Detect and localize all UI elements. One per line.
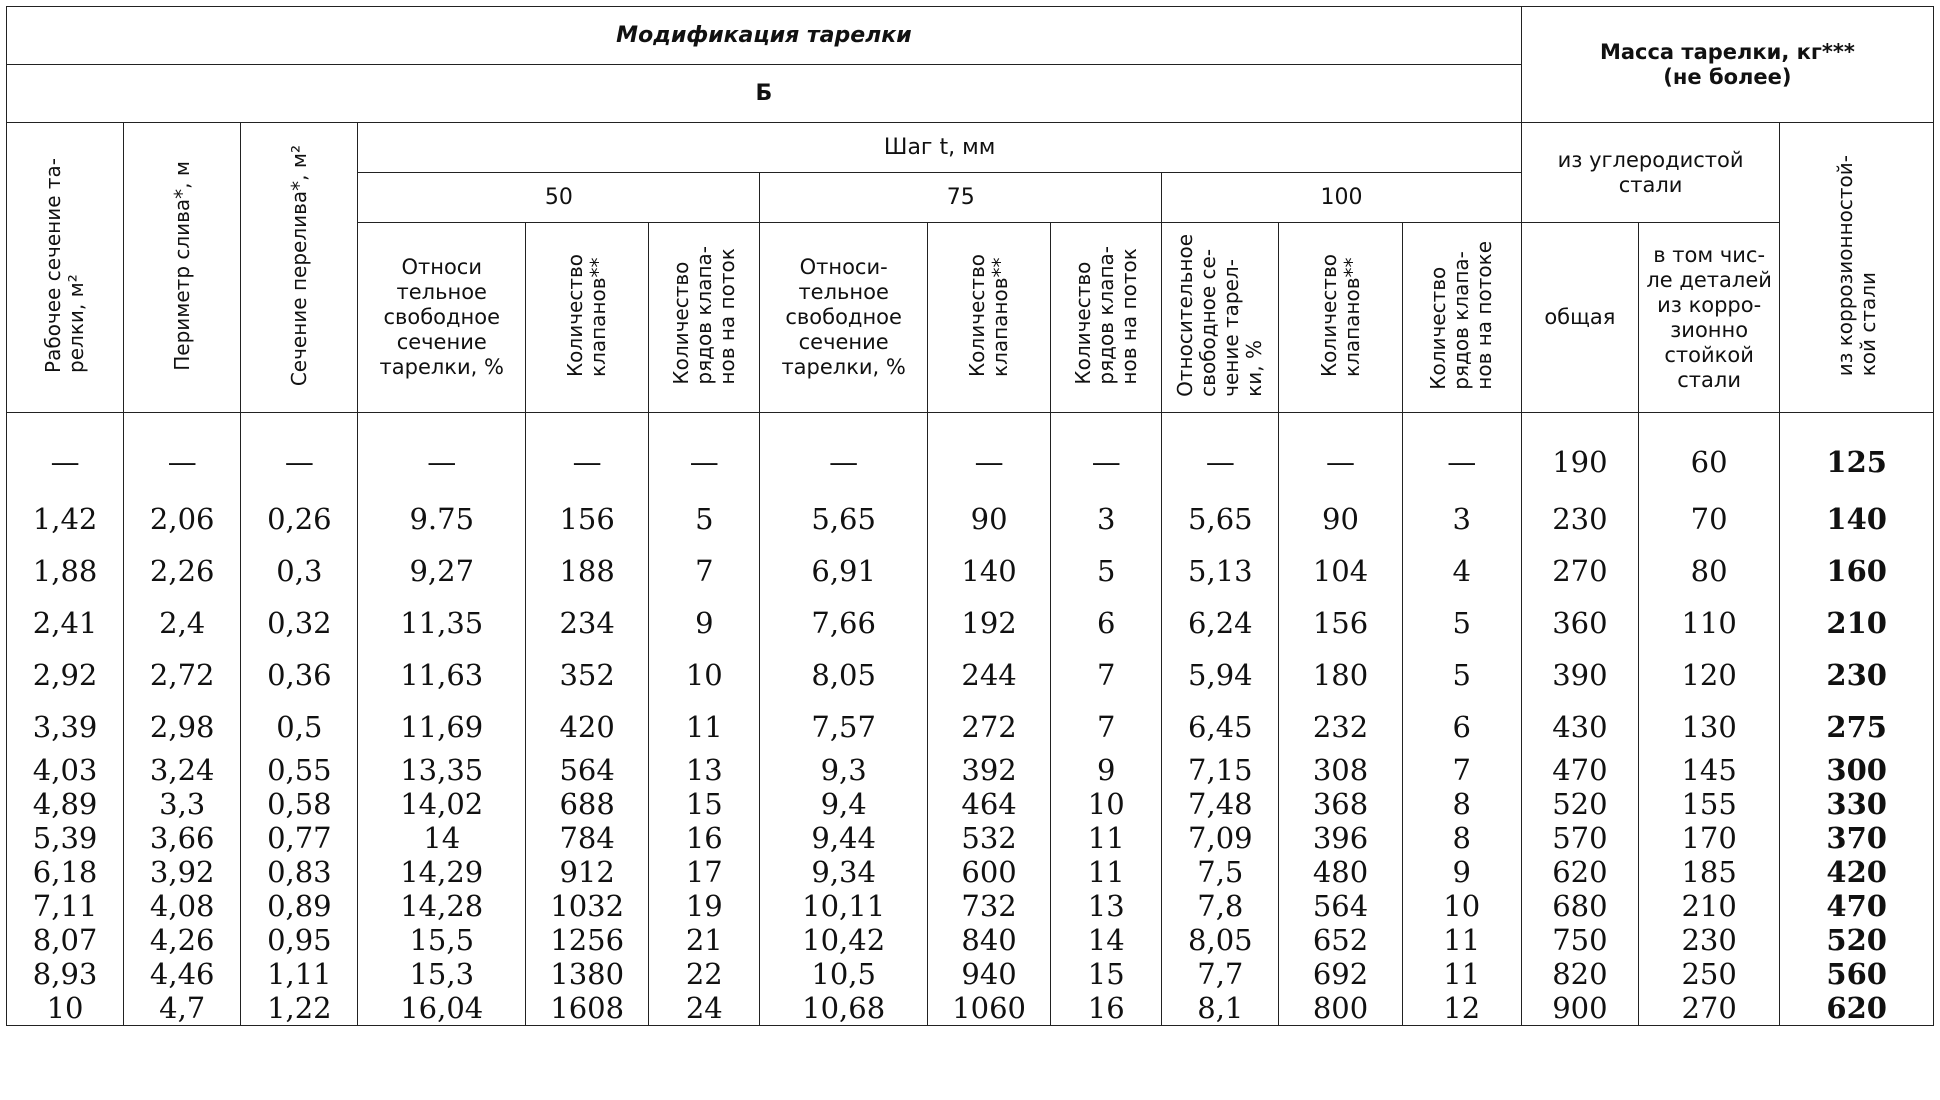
table-cell: 8,93 bbox=[7, 957, 124, 991]
table-cell: 7,11 bbox=[7, 889, 124, 923]
table-cell: 11 bbox=[1402, 923, 1521, 957]
table-cell: 185 bbox=[1638, 855, 1779, 889]
table-cell: 4,26 bbox=[124, 923, 241, 957]
table-cell: 3,66 bbox=[124, 821, 241, 855]
table-cell: 156 bbox=[1279, 597, 1402, 649]
table-cell: — bbox=[927, 431, 1050, 493]
table-cell: 8,07 bbox=[7, 923, 124, 957]
table-cell: 11 bbox=[1051, 821, 1162, 855]
table-cell: 14,29 bbox=[358, 855, 526, 889]
table-cell: 430 bbox=[1521, 701, 1638, 753]
table-cell: 1256 bbox=[526, 923, 649, 957]
table-cell: 270 bbox=[1521, 545, 1638, 597]
table-cell: 6 bbox=[1051, 597, 1162, 649]
table-cell: 5,65 bbox=[1162, 493, 1279, 545]
free-section-50-header: Относи тельное свободное сечение тарелки, % bbox=[358, 223, 526, 413]
table-row bbox=[7, 923, 1934, 957]
table-row bbox=[7, 597, 1934, 649]
table-cell: 270 bbox=[1638, 991, 1779, 1026]
valves-100-header: Количество клапанов** bbox=[1279, 223, 1402, 413]
spacer-cell bbox=[1402, 413, 1521, 432]
table-cell: 4,7 bbox=[124, 991, 241, 1026]
table-cell: 140 bbox=[1780, 493, 1934, 545]
table-cell: 2,26 bbox=[124, 545, 241, 597]
table-row bbox=[7, 787, 1934, 821]
table-cell: 230 bbox=[1521, 493, 1638, 545]
table-cell: 308 bbox=[1279, 753, 1402, 787]
table-cell: 10 bbox=[1402, 889, 1521, 923]
spacer-cell bbox=[7, 413, 124, 432]
table-cell: 6,24 bbox=[1162, 597, 1279, 649]
table-cell: 360 bbox=[1521, 597, 1638, 649]
table-cell: 19 bbox=[649, 889, 760, 923]
table-cell: 22 bbox=[649, 957, 760, 991]
table-cell: 13 bbox=[649, 753, 760, 787]
table-cell: 1060 bbox=[927, 991, 1050, 1026]
table-cell: 104 bbox=[1279, 545, 1402, 597]
table-cell: 470 bbox=[1521, 753, 1638, 787]
table-cell: — bbox=[358, 431, 526, 493]
table-cell: 480 bbox=[1279, 855, 1402, 889]
valves-75-header: Количество клапанов** bbox=[927, 223, 1050, 413]
table-cell: 8,05 bbox=[760, 649, 928, 701]
valve-tray-table bbox=[6, 6, 1934, 1026]
spacer-cell bbox=[1162, 413, 1279, 432]
table-cell: 0,89 bbox=[241, 889, 358, 923]
table-cell: 275 bbox=[1780, 701, 1934, 753]
table-cell: 4,46 bbox=[124, 957, 241, 991]
table-cell: 7,57 bbox=[760, 701, 928, 753]
table-cell: 14 bbox=[1051, 923, 1162, 957]
table-cell: 4,08 bbox=[124, 889, 241, 923]
table-row bbox=[7, 431, 1934, 493]
spacer-cell bbox=[927, 413, 1050, 432]
table-cell: 1380 bbox=[526, 957, 649, 991]
table-cell: 8,1 bbox=[1162, 991, 1279, 1026]
table-cell: 188 bbox=[526, 545, 649, 597]
spacer-cell bbox=[1780, 413, 1934, 432]
table-cell: 3,92 bbox=[124, 855, 241, 889]
table-cell: 60 bbox=[1638, 431, 1779, 493]
table-cell: 10 bbox=[649, 649, 760, 701]
table-cell: 14,02 bbox=[358, 787, 526, 821]
carbon-steel-header: из углеродистой стали bbox=[1521, 123, 1780, 223]
table-row bbox=[7, 753, 1934, 787]
table-cell: 7 bbox=[1051, 649, 1162, 701]
table-cell: 692 bbox=[1279, 957, 1402, 991]
step-header: Шаг t, мм bbox=[358, 123, 1521, 173]
table-cell: 5 bbox=[1402, 597, 1521, 649]
table-cell: — bbox=[760, 431, 928, 493]
step-75-header: 75 bbox=[760, 173, 1162, 223]
table-cell: 0,5 bbox=[241, 701, 358, 753]
table-cell: 6,18 bbox=[7, 855, 124, 889]
table-cell: 5 bbox=[1051, 545, 1162, 597]
spacer-cell bbox=[1521, 413, 1638, 432]
table-cell: 5 bbox=[1402, 649, 1521, 701]
table-cell: 600 bbox=[927, 855, 1050, 889]
rows-100-header: Количество рядов клапа- нов на потоке bbox=[1402, 223, 1521, 413]
table-cell: 1,22 bbox=[241, 991, 358, 1026]
stainless-header: из коррозионностой- кой стали bbox=[1780, 123, 1934, 413]
table-cell: 272 bbox=[927, 701, 1050, 753]
table-cell: 12 bbox=[1402, 991, 1521, 1026]
table-cell: 9 bbox=[649, 597, 760, 649]
table-cell: 9,4 bbox=[760, 787, 928, 821]
table-cell: 840 bbox=[927, 923, 1050, 957]
table-cell: 210 bbox=[1638, 889, 1779, 923]
table-cell: 0,77 bbox=[241, 821, 358, 855]
table-cell: 13 bbox=[1051, 889, 1162, 923]
table-cell: 11,63 bbox=[358, 649, 526, 701]
table-cell: 5,13 bbox=[1162, 545, 1279, 597]
table-cell: 9,44 bbox=[760, 821, 928, 855]
table-cell: 232 bbox=[1279, 701, 1402, 753]
table-cell: 70 bbox=[1638, 493, 1779, 545]
table-cell: 16 bbox=[1051, 991, 1162, 1026]
table-cell: 0,3 bbox=[241, 545, 358, 597]
rows-75-header: Количество рядов клапа- нов на поток bbox=[1051, 223, 1162, 413]
table-cell: 3,39 bbox=[7, 701, 124, 753]
table-cell: 352 bbox=[526, 649, 649, 701]
spacer-cell bbox=[1638, 413, 1779, 432]
table-cell: 464 bbox=[927, 787, 1050, 821]
table-cell: 145 bbox=[1638, 753, 1779, 787]
table-cell: 3 bbox=[1051, 493, 1162, 545]
perimeter-header: Периметр слива*, м bbox=[124, 123, 241, 413]
table-cell: 2,41 bbox=[7, 597, 124, 649]
table-cell: 90 bbox=[1279, 493, 1402, 545]
table-cell: 4 bbox=[1402, 545, 1521, 597]
table-cell: 210 bbox=[1780, 597, 1934, 649]
table-cell: — bbox=[1279, 431, 1402, 493]
table-row bbox=[7, 649, 1934, 701]
table-cell: 396 bbox=[1279, 821, 1402, 855]
table-cell: 9,3 bbox=[760, 753, 928, 787]
mass-header: Масса тарелки, кг*** (не более) bbox=[1521, 7, 1933, 123]
table-cell: 5,94 bbox=[1162, 649, 1279, 701]
table-cell: 620 bbox=[1780, 991, 1934, 1026]
table-cell: 7,15 bbox=[1162, 753, 1279, 787]
table-cell: 2,72 bbox=[124, 649, 241, 701]
table-cell: — bbox=[1162, 431, 1279, 493]
table-cell: 2,06 bbox=[124, 493, 241, 545]
overflow-header: Сечение перелива*, м² bbox=[241, 123, 358, 413]
table-cell: 470 bbox=[1780, 889, 1934, 923]
table-cell: 5 bbox=[649, 493, 760, 545]
table-cell: 7,7 bbox=[1162, 957, 1279, 991]
table-cell: — bbox=[124, 431, 241, 493]
table-cell: 15 bbox=[649, 787, 760, 821]
table-cell: 4,03 bbox=[7, 753, 124, 787]
valves-50-header: Количество клапанов** bbox=[526, 223, 649, 413]
table-cell: 652 bbox=[1279, 923, 1402, 957]
table-cell: 234 bbox=[526, 597, 649, 649]
table-cell: 130 bbox=[1638, 701, 1779, 753]
table-cell: 13,35 bbox=[358, 753, 526, 787]
step-100-header: 100 bbox=[1162, 173, 1522, 223]
table-cell: 230 bbox=[1638, 923, 1779, 957]
table-cell: 14,28 bbox=[358, 889, 526, 923]
table-cell: 1,42 bbox=[7, 493, 124, 545]
table-cell: 80 bbox=[1638, 545, 1779, 597]
table-cell: 820 bbox=[1521, 957, 1638, 991]
table-cell: 520 bbox=[1780, 923, 1934, 957]
table-cell: 912 bbox=[526, 855, 649, 889]
table-cell: 3,24 bbox=[124, 753, 241, 787]
table-cell: 11,35 bbox=[358, 597, 526, 649]
table-cell: 0,83 bbox=[241, 855, 358, 889]
table-cell: 520 bbox=[1521, 787, 1638, 821]
spacer-cell bbox=[358, 413, 526, 432]
table-cell: 560 bbox=[1780, 957, 1934, 991]
table-cell: 732 bbox=[927, 889, 1050, 923]
table-cell: 940 bbox=[927, 957, 1050, 991]
table-cell: 125 bbox=[1780, 431, 1934, 493]
table-cell: 9.75 bbox=[358, 493, 526, 545]
table-cell: 3,3 bbox=[124, 787, 241, 821]
table-cell: 170 bbox=[1638, 821, 1779, 855]
table-cell: 7 bbox=[1402, 753, 1521, 787]
table-cell: 4,89 bbox=[7, 787, 124, 821]
table-cell: 2,98 bbox=[124, 701, 241, 753]
table-cell: 6 bbox=[1402, 701, 1521, 753]
table-cell: 11 bbox=[1051, 855, 1162, 889]
rows-50-header: Количество рядов клапа- нов на поток bbox=[649, 223, 760, 413]
table-cell: 0,95 bbox=[241, 923, 358, 957]
table-cell: 10,11 bbox=[760, 889, 928, 923]
table-cell: 2,4 bbox=[124, 597, 241, 649]
table-cell: — bbox=[1402, 431, 1521, 493]
table-cell: 120 bbox=[1638, 649, 1779, 701]
table-cell: 10,5 bbox=[760, 957, 928, 991]
spacer-cell bbox=[1051, 413, 1162, 432]
table-cell: 532 bbox=[927, 821, 1050, 855]
table-cell: 5,39 bbox=[7, 821, 124, 855]
table-cell: 2,92 bbox=[7, 649, 124, 701]
table-cell: 7 bbox=[649, 545, 760, 597]
table-cell: 16 bbox=[649, 821, 760, 855]
table-cell: 392 bbox=[927, 753, 1050, 787]
modification-header: Модификация тарелки bbox=[7, 7, 1522, 65]
table-cell: 330 bbox=[1780, 787, 1934, 821]
table-cell: 7,48 bbox=[1162, 787, 1279, 821]
spacer-cell bbox=[124, 413, 241, 432]
total-mass-header: общая bbox=[1521, 223, 1638, 413]
table-cell: 0,36 bbox=[241, 649, 358, 701]
table-cell: 140 bbox=[927, 545, 1050, 597]
table-cell: 15,5 bbox=[358, 923, 526, 957]
table-cell: 0,58 bbox=[241, 787, 358, 821]
table-cell: 11,69 bbox=[358, 701, 526, 753]
table-cell: 9,27 bbox=[358, 545, 526, 597]
table-cell: 10,68 bbox=[760, 991, 928, 1026]
table-cell: 0,55 bbox=[241, 753, 358, 787]
table-cell: 750 bbox=[1521, 923, 1638, 957]
table-cell: 1032 bbox=[526, 889, 649, 923]
table-cell: 7,5 bbox=[1162, 855, 1279, 889]
table-cell: 1,11 bbox=[241, 957, 358, 991]
spacer-cell bbox=[649, 413, 760, 432]
table-cell: 390 bbox=[1521, 649, 1638, 701]
table-row bbox=[7, 855, 1934, 889]
table-cell: — bbox=[526, 431, 649, 493]
table-cell: 570 bbox=[1521, 821, 1638, 855]
table-cell: 21 bbox=[649, 923, 760, 957]
table-row bbox=[7, 957, 1934, 991]
table-row bbox=[7, 991, 1934, 1026]
spacer-cell bbox=[241, 413, 358, 432]
table-cell: — bbox=[7, 431, 124, 493]
table-cell: 156 bbox=[526, 493, 649, 545]
table-cell: 7 bbox=[1051, 701, 1162, 753]
table-cell: 620 bbox=[1521, 855, 1638, 889]
table-cell: 180 bbox=[1279, 649, 1402, 701]
table-cell: 784 bbox=[526, 821, 649, 855]
table-cell: 244 bbox=[927, 649, 1050, 701]
table-row bbox=[7, 545, 1934, 597]
table-cell: 17 bbox=[649, 855, 760, 889]
table-cell: 250 bbox=[1638, 957, 1779, 991]
table-cell: 11 bbox=[1402, 957, 1521, 991]
table-cell: 8 bbox=[1402, 787, 1521, 821]
table-cell: 230 bbox=[1780, 649, 1934, 701]
stainless-parts-header: в том чис- ле деталей из корро- зионно стойкой стали bbox=[1638, 223, 1779, 413]
table-cell: 9,34 bbox=[760, 855, 928, 889]
spacer-cell bbox=[526, 413, 649, 432]
table-cell: 420 bbox=[1780, 855, 1934, 889]
table-cell: 0,32 bbox=[241, 597, 358, 649]
table-cell: 800 bbox=[1279, 991, 1402, 1026]
table-row bbox=[7, 821, 1934, 855]
table-cell: 90 bbox=[927, 493, 1050, 545]
table-cell: 9 bbox=[1402, 855, 1521, 889]
table-cell: 7,09 bbox=[1162, 821, 1279, 855]
table-cell: 6,91 bbox=[760, 545, 928, 597]
table-cell: 10 bbox=[7, 991, 124, 1026]
work-section-header: Рабочее сечение та- релки, м² bbox=[7, 123, 124, 413]
free-section-100-header: Относительное свободное се- чение тарел- ки, % bbox=[1162, 223, 1279, 413]
table-cell: — bbox=[241, 431, 358, 493]
table-cell: 370 bbox=[1780, 821, 1934, 855]
type-b-header: Б bbox=[7, 65, 1522, 123]
table-cell: 1,88 bbox=[7, 545, 124, 597]
free-section-75-header: Относи- тельное свободное сечение тарелки, % bbox=[760, 223, 928, 413]
table-cell: — bbox=[1051, 431, 1162, 493]
table-cell: 8,05 bbox=[1162, 923, 1279, 957]
table-cell: 688 bbox=[526, 787, 649, 821]
table-cell: 15 bbox=[1051, 957, 1162, 991]
table-row bbox=[7, 889, 1934, 923]
table-cell: 8 bbox=[1402, 821, 1521, 855]
table-cell: 190 bbox=[1521, 431, 1638, 493]
table-cell: 5,65 bbox=[760, 493, 928, 545]
table-cell: 1608 bbox=[526, 991, 649, 1026]
table-cell: 15,3 bbox=[358, 957, 526, 991]
table-cell: 564 bbox=[1279, 889, 1402, 923]
table-cell: — bbox=[649, 431, 760, 493]
table-row bbox=[7, 701, 1934, 753]
table-cell: 420 bbox=[526, 701, 649, 753]
table-cell: 192 bbox=[927, 597, 1050, 649]
table-cell: 564 bbox=[526, 753, 649, 787]
spacer-cell bbox=[1279, 413, 1402, 432]
table-cell: 680 bbox=[1521, 889, 1638, 923]
table-cell: 300 bbox=[1780, 753, 1934, 787]
table-cell: 10,42 bbox=[760, 923, 928, 957]
step-50-header: 50 bbox=[358, 173, 760, 223]
table-cell: 7,8 bbox=[1162, 889, 1279, 923]
spacer-cell bbox=[760, 413, 928, 432]
table-cell: 900 bbox=[1521, 991, 1638, 1026]
table-cell: 155 bbox=[1638, 787, 1779, 821]
table-cell: 24 bbox=[649, 991, 760, 1026]
table-cell: 11 bbox=[649, 701, 760, 753]
table-cell: 0,26 bbox=[241, 493, 358, 545]
table-cell: 14 bbox=[358, 821, 526, 855]
table-cell: 3 bbox=[1402, 493, 1521, 545]
table-cell: 160 bbox=[1780, 545, 1934, 597]
table-cell: 368 bbox=[1279, 787, 1402, 821]
table-cell: 16,04 bbox=[358, 991, 526, 1026]
table-cell: 7,66 bbox=[760, 597, 928, 649]
table-cell: 9 bbox=[1051, 753, 1162, 787]
table-body bbox=[7, 413, 1934, 1026]
table-cell: 110 bbox=[1638, 597, 1779, 649]
table-row bbox=[7, 493, 1934, 545]
table-cell: 10 bbox=[1051, 787, 1162, 821]
table-cell: 6,45 bbox=[1162, 701, 1279, 753]
